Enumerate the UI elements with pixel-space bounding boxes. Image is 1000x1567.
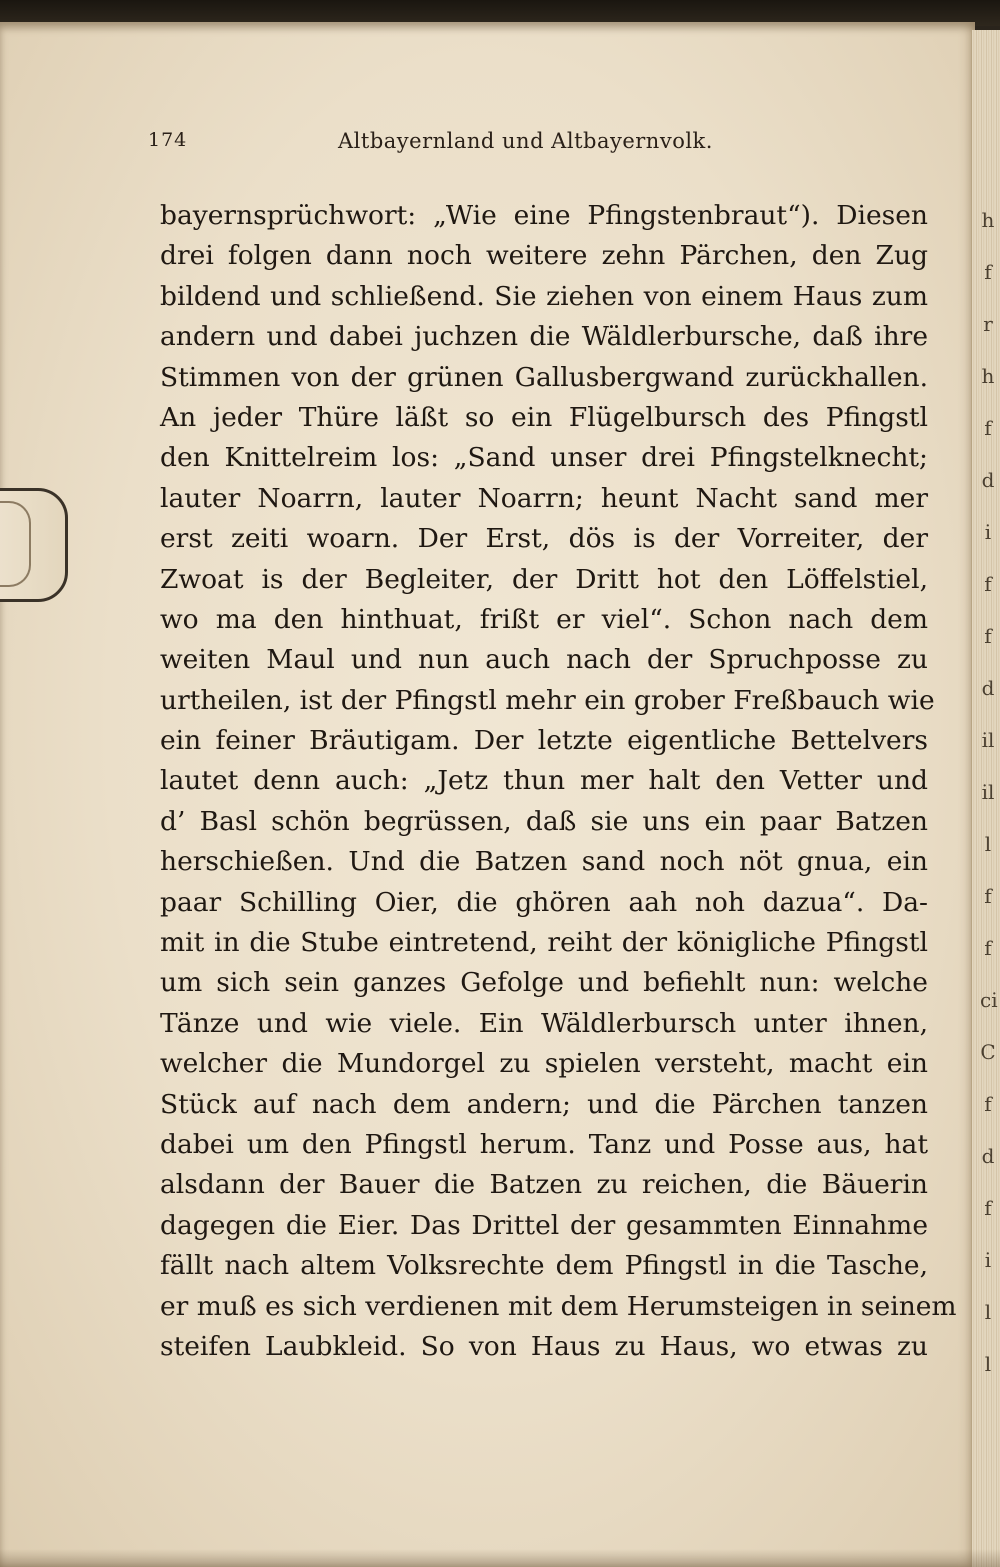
edge-letter: f <box>984 260 992 284</box>
page-number: 174 <box>148 129 188 151</box>
page-header <box>148 129 928 159</box>
text-line: drei folgen dann noch weitere zehn Pärchen, den Zug <box>160 240 928 272</box>
text-line: urtheilen, ist der Pfingstl mehr ein grober Freßbauch wie <box>160 684 935 716</box>
text-line: Stimmen von der grünen Gallusbergwand zurückhallen. <box>160 361 928 393</box>
text-line: weiten Maul und nun auch nach der Spruchposse zu <box>160 644 928 676</box>
text-line: bayernsprüchwort: „Wie eine Pfingstenbraut“). Diesen <box>160 200 928 231</box>
running-head: Altbayernland und Altbayernvolk. <box>338 129 713 153</box>
edge-letter: h <box>981 364 995 388</box>
body-text <box>160 196 957 1367</box>
text-line: lauter Noarrn, lauter Noarrn; heunt Nacht sand mer <box>160 482 928 514</box>
edge-letter: f <box>984 416 992 440</box>
text-line: bildend und schließend. Sie ziehen von einem Haus zum <box>160 280 928 312</box>
edge-letter: f <box>984 1196 992 1220</box>
edge-letter: f <box>984 936 992 960</box>
edge-letter: l <box>984 832 992 856</box>
text-line: erst zeiti woarn. Der Erst, dös is der Vorreiter, der <box>160 523 928 555</box>
edge-letter: l <box>984 1352 992 1376</box>
text-line: ein feiner Bräutigam. Der letzte eigentliche Bettelvers <box>160 725 928 757</box>
text-line: den Knittelreim los: „Sand unser drei Pfingstelknecht; <box>160 442 928 474</box>
edge-letter: i <box>984 1248 992 1272</box>
edge-letter: ci <box>980 988 998 1012</box>
page-clip-inner <box>0 501 31 587</box>
edge-letter: f <box>984 1092 992 1116</box>
text-line: paar Schilling Oier, die ghören aah noh dazua“. Da- <box>160 886 928 918</box>
text-line: dabei um den Pfingstl herum. Tanz und Posse aus, hat <box>160 1128 928 1160</box>
next-page-edge <box>971 30 1000 1567</box>
edge-letter: d <box>981 468 995 492</box>
bottom-shadow <box>0 1549 1000 1567</box>
page-clip <box>0 488 68 602</box>
text-line: alsdann der Bauer die Batzen zu reichen, die Bäuerin <box>160 1169 928 1201</box>
edge-letter: r <box>983 312 993 336</box>
text-line: er muß es sich verdienen mit dem Herumsteigen in seinem <box>160 1290 957 1322</box>
text-line: wo ma den hinthuat, frißt er viel“. Schon nach dem <box>160 603 928 635</box>
text-line: An jeder Thüre läßt so ein Flügelbursch des Pfingstl <box>160 401 928 433</box>
text-line: Stück auf nach dem andern; und die Pärchen tanzen <box>160 1088 928 1120</box>
text-line: dagegen die Eier. Das Drittel der gesammten Einnahme <box>160 1209 928 1241</box>
edge-letter: f <box>984 884 992 908</box>
edge-letter: h <box>981 208 995 232</box>
text-line: fällt nach altem Volksrechte dem Pfingstl in die Tasche, <box>160 1250 928 1282</box>
text-line: andern und dabei juchzen die Wäldlerbursche, daß ihre <box>160 321 928 353</box>
text-line: Zwoat is der Begleiter, der Dritt hot den Löffelstiel, <box>160 563 928 595</box>
text-line: Tänze und wie viele. Ein Wäldlerbursch unter ihnen, <box>160 1007 928 1039</box>
edge-letter: d <box>981 676 995 700</box>
edge-letter: l <box>984 1300 992 1324</box>
edge-letter: il <box>981 780 995 804</box>
text-line: lautet denn auch: „Jetz thun mer halt den Vetter und <box>160 765 928 797</box>
edge-letter: d <box>981 1144 995 1168</box>
edge-letter: i <box>984 520 992 544</box>
text-line: welcher die Mundorgel zu spielen versteht, macht ein <box>160 1048 928 1080</box>
text-line: d’ Basl schön begrüssen, daß sie uns ein paar Batzen <box>160 805 928 837</box>
text-line: um sich sein ganzes Gefolge und befiehlt nun: welche <box>160 967 928 999</box>
text-line: herschießen. Und die Batzen sand noch nöt gnua, ein <box>160 846 928 878</box>
edge-letter: f <box>984 572 992 596</box>
edge-letter: f <box>984 624 992 648</box>
text-line: mit in die Stube eintretend, reiht der königliche Pfingstl <box>160 927 928 959</box>
text-line: steifen Laubkleid. So von Haus zu Haus, wo etwas zu <box>160 1330 928 1362</box>
edge-letter: C <box>980 1040 996 1064</box>
edge-letter: il <box>981 728 995 752</box>
